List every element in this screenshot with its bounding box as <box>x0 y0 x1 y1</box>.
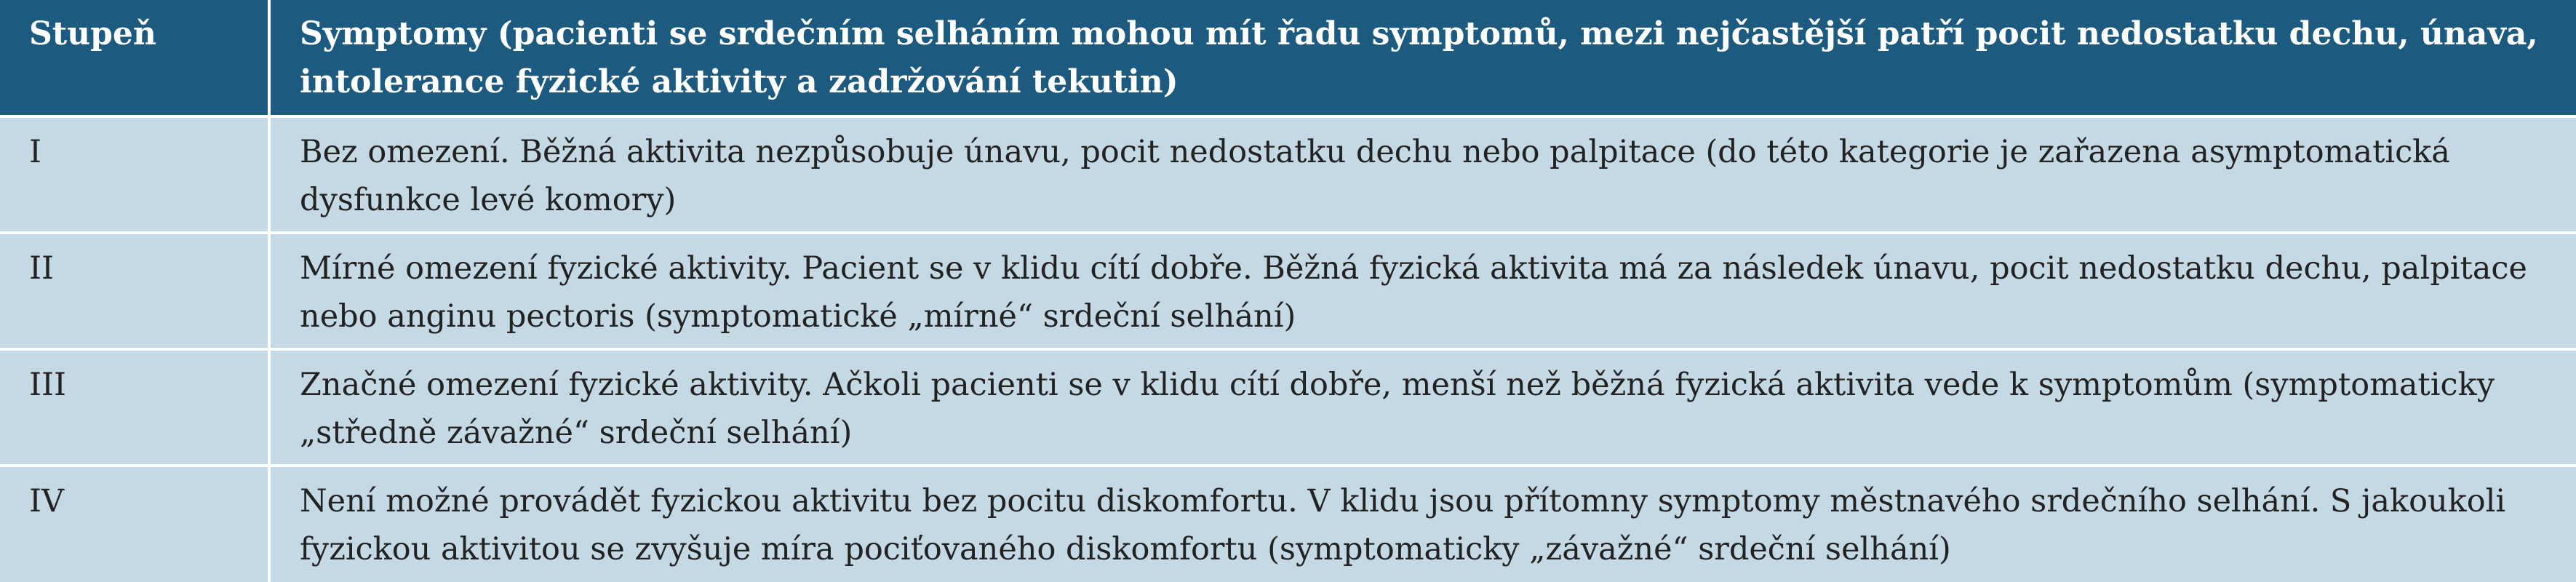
table-row <box>0 349 2576 466</box>
symptoms-cell: Značné omezení fyzické aktivity. Ačkoli pacienti se v klidu cítí dobře, menší než běžná fyzická aktivita vede k symptomům (symptomaticky „středně závažné“ srdeční selhání) <box>269 349 2576 466</box>
symptoms-cell: Mírné omezení fyzické aktivity. Pacient se v klidu cítí dobře. Běžná fyzická aktivita má za následek únavu, pocit nedostatku dechu, palpitace nebo anginu pectoris (symptomatické „mírné“ srdeční selhání) <box>269 233 2576 349</box>
grade-cell: II <box>0 233 269 349</box>
table-row <box>0 466 2576 582</box>
table-row <box>0 116 2576 233</box>
column-header-symptoms: Symptomy (pacienti se srdečním selháním mohou mít řadu symptomů, mezi nejčastější patří pocit nedostatku dechu, únava, intolerance fyzické aktivity a zadržování tekutin) <box>269 0 2576 116</box>
symptoms-cell: Bez omezení. Běžná aktivita nezpůsobuje únavu, pocit nedostatku dechu nebo palpitace (do této kategorie je zařazena asymptomatická dysfunkce levé komory) <box>269 116 2576 233</box>
grade-cell: IV <box>0 466 269 582</box>
table-row <box>0 233 2576 349</box>
table-header <box>0 0 2576 116</box>
grade-cell: III <box>0 349 269 466</box>
table-body <box>0 116 2576 582</box>
symptoms-cell: Není možné provádět fyzickou aktivitu bez pocitu diskomfortu. V klidu jsou přítomny symptomy městnavého srdečního selhání. S jakoukoli fyzickou aktivitou se zvyšuje míra pociťovaného diskomfortu (symptomaticky „závažné“ srdeční selhání) <box>269 466 2576 582</box>
grade-cell: I <box>0 116 269 233</box>
column-header-grade: Stupeň <box>0 0 269 116</box>
header-row <box>0 0 2576 116</box>
